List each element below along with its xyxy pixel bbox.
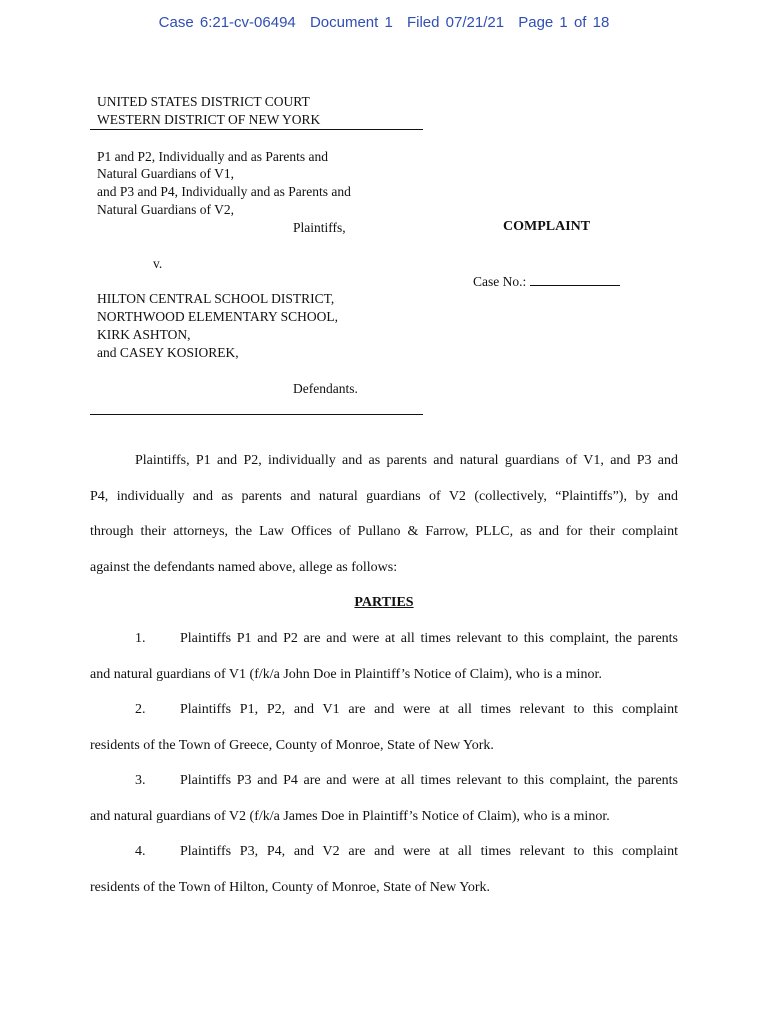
case-number-field [473, 273, 620, 291]
section-heading-parties: PARTIES [354, 595, 414, 610]
plaintiffs-role: Plaintiffs, [293, 220, 346, 235]
intro-paragraph [90, 443, 678, 585]
paragraph-line: residents of the Town of Greece, County of Monroe, State of New York. [90, 737, 494, 753]
case-number-blank [530, 273, 620, 286]
paragraph-line: and natural guardians of V2 (f/k/a James Doe in Plaintiff’s Notice of Claim), who is a minor. [90, 808, 610, 824]
header-case-number: Case 6:21-cv-06494 [158, 14, 296, 31]
paragraph-line [90, 621, 678, 657]
numbered-paragraph-3 [90, 763, 678, 834]
caption-bottom-rule [90, 414, 423, 415]
court-name-line2: WESTERN DISTRICT OF NEW YORK [97, 112, 321, 127]
court-name-line1: UNITED STATES DISTRICT COURT [97, 94, 310, 109]
document-title: COMPLAINT [503, 219, 591, 234]
plaintiffs-line3: and P3 and P4, Individually and as Parents and [97, 184, 351, 199]
paragraph-number: 4. [135, 844, 146, 859]
defendants-line1: HILTON CENTRAL SCHOOL DISTRICT, [97, 291, 335, 306]
intro-line2: P4, individually and as parents and natural guardians of V2 (collectively, “Plaintiffs”), by and [90, 488, 678, 504]
header-filed-date: Filed 07/21/21 [406, 14, 505, 31]
paragraph-text: Plaintiffs P3 and P4 are and were at all times relevant to this complaint, the parents [180, 773, 678, 788]
paragraph-number: 2. [135, 702, 146, 717]
paragraph-line: and natural guardians of V1 (f/k/a John Doe in Plaintiff’s Notice of Claim), who is a minor. [90, 666, 602, 682]
defendants-line3: KIRK ASHTON, [97, 327, 191, 342]
numbered-paragraph-1 [90, 621, 678, 692]
defendants-line4: and CASEY KOSIOREK, [97, 345, 239, 360]
ecf-header-stamp [0, 14, 768, 31]
defendants-role: Defendants. [293, 381, 358, 396]
paragraph-line [90, 834, 678, 870]
caption-top-rule [90, 129, 423, 130]
header-page-number: Page 1 of 18 [518, 14, 610, 31]
numbered-paragraph-4 [90, 834, 678, 905]
plaintiffs-line2: Natural Guardians of V1, [97, 166, 234, 181]
intro-line3: through their attorneys, the Law Offices of Pullano & Farrow, PLLC, as and for their complaint [90, 524, 678, 539]
paragraph-line: residents of the Town of Hilton, County of Monroe, State of New York. [90, 879, 491, 895]
intro-line1: Plaintiffs, P1 and P2, individually and as parents and natural guardians of V1, and P3 and [135, 453, 678, 468]
case-number-label: Case No.: [473, 274, 527, 289]
paragraph-text: Plaintiffs P1, P2, and V1 are and were at all times relevant to this complaint [180, 702, 678, 717]
paragraph-line [90, 763, 678, 799]
paragraph-text: Plaintiffs P1 and P2 are and were at all times relevant to this complaint, the parents [180, 631, 678, 646]
versus: v. [153, 256, 163, 271]
paragraph-text: Plaintiffs P3, P4, and V2 are and were at all times relevant to this complaint [180, 844, 678, 859]
numbered-paragraph-2 [90, 692, 678, 763]
paragraph-number: 3. [135, 773, 146, 788]
plaintiffs-line4: Natural Guardians of V2, [97, 202, 234, 217]
paragraph-line [90, 692, 678, 728]
header-document: Document 1 [309, 14, 393, 31]
plaintiffs-line1: P1 and P2, Individually and as Parents and [97, 149, 328, 164]
intro-line4: against the defendants named above, allege as follows: [90, 559, 398, 575]
paragraph-number: 1. [135, 631, 146, 646]
defendants-line2: NORTHWOOD ELEMENTARY SCHOOL, [97, 309, 338, 324]
